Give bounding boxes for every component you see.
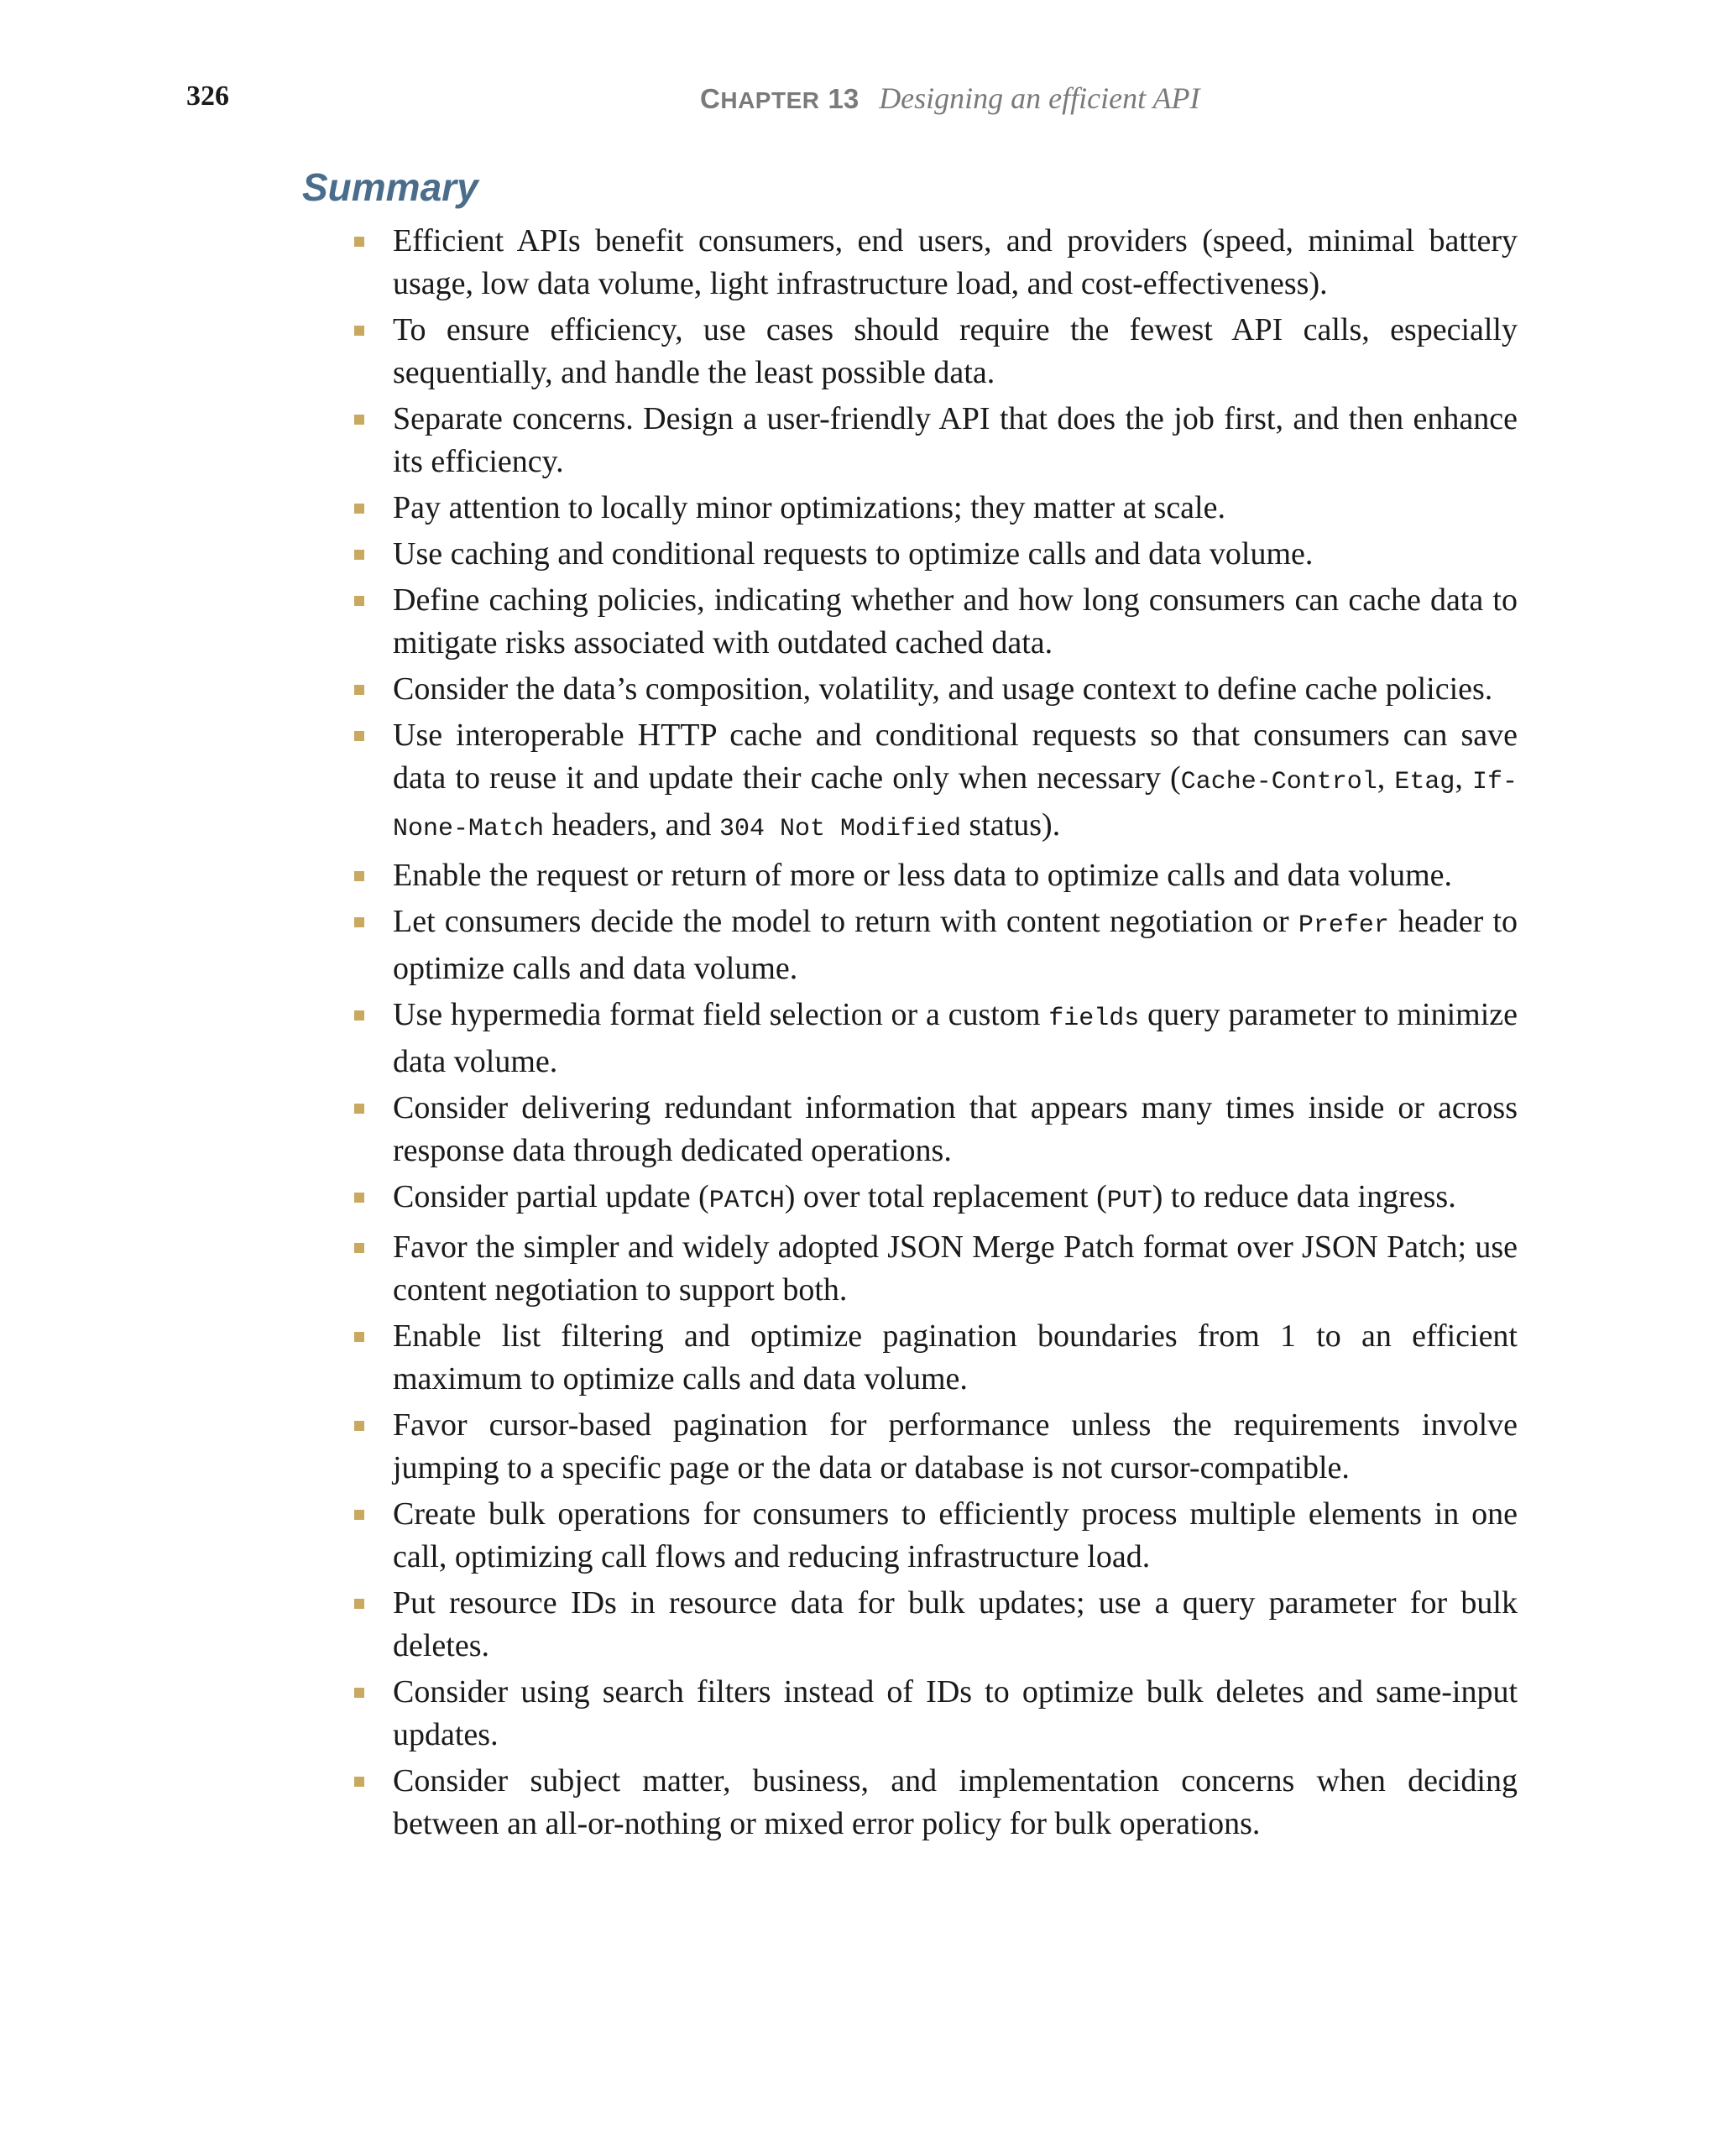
list-item [347, 487, 1518, 530]
list-item [347, 1176, 1518, 1223]
item-text: headers, and [544, 807, 719, 843]
chapter-number: 13 [828, 83, 860, 114]
list-item [347, 1087, 1518, 1172]
item-text: Use interoperable HTTP cache and conditional requests so that consumers can save data to reuse it and update their cache only when necessary ( [393, 718, 1518, 796]
bullet-icon [354, 871, 364, 881]
list-item [347, 1493, 1518, 1579]
item-text: , [1455, 760, 1472, 796]
bullet-icon [354, 917, 364, 927]
item-text: Efficient APIs benefit consumers, end users, and providers (speed, minimal battery usage, low data volume, light infrastructure load, and cost-effectiveness). [393, 223, 1518, 301]
list-item [347, 533, 1518, 576]
list-item [347, 1760, 1518, 1845]
bullet-icon [354, 326, 364, 336]
bullet-icon [354, 1010, 364, 1021]
bullet-icon [354, 1599, 364, 1609]
item-text: Let consumers decide the model to return with content negotiation or [393, 904, 1298, 939]
section-title: Summary [302, 165, 478, 209]
item-text: Pay attention to locally minor optimizations; they matter at scale. [393, 490, 1225, 525]
item-text: Use hypermedia format field selection or a custom [393, 997, 1049, 1032]
list-item [347, 1404, 1518, 1490]
item-text: ) to reduce data ingress. [1152, 1179, 1456, 1214]
list-item [347, 1315, 1518, 1401]
inline-code: Prefer [1298, 911, 1389, 940]
item-text: Favor the simpler and widely adopted JSON Merge Patch format over JSON Patch; use content negotiation to support both. [393, 1229, 1518, 1308]
item-text: Consider subject matter, business, and implementation concerns when deciding between an all-or-nothing or mixed error policy for bulk operations. [393, 1763, 1518, 1841]
list-item [347, 668, 1518, 711]
inline-code: Cache-Control [1180, 768, 1377, 796]
item-text: query parameter to minimize data volume. [393, 997, 1518, 1079]
list-item [347, 579, 1518, 665]
item-text: Consider partial update ( [393, 1179, 709, 1214]
bullet-icon [354, 1510, 364, 1520]
list-item [347, 854, 1518, 897]
bullet-icon [354, 1332, 364, 1342]
inline-code: fields [1048, 1005, 1140, 1033]
summary-list [347, 220, 1518, 1849]
bullet-icon [354, 731, 364, 741]
item-text: Create bulk operations for consumers to efficiently process multiple elements in one call, optimizing call flows and reducing infrastructure load. [393, 1496, 1518, 1574]
item-text: Favor cursor-based pagination for performance unless the requirements involve jumping to a specific page or the data or database is not cursor-compatible. [393, 1407, 1518, 1485]
item-text: Put resource IDs in resource data for bulk updates; use a query parameter for bulk deletes. [393, 1585, 1518, 1663]
list-item [347, 220, 1518, 305]
chapter-title: Designing an efficient API [879, 81, 1200, 115]
item-text: Consider delivering redundant information that appears many times inside or across response data through dedicated operations. [393, 1090, 1518, 1168]
item-text: Enable the request or return of more or less data to optimize calls and data volume. [393, 858, 1453, 893]
item-text: header to optimize calls and data volume. [393, 904, 1518, 986]
bullet-icon [354, 1777, 364, 1787]
item-text: status). [961, 807, 1061, 843]
inline-code: Etag [1394, 768, 1455, 796]
item-text: ) over total replacement ( [784, 1179, 1107, 1214]
bullet-icon [354, 415, 364, 425]
list-item [347, 901, 1518, 990]
bullet-icon [354, 1193, 364, 1203]
list-item [347, 398, 1518, 483]
item-text: Consider the data’s composition, volatility, and usage context to define cache policies. [393, 671, 1493, 707]
bullet-icon [354, 685, 364, 695]
item-text: To ensure efficiency, use cases should require the fewest API calls, especially sequentially, and handle the least possible data. [393, 312, 1518, 390]
list-item [347, 309, 1518, 394]
inline-code: 304 Not Modified [718, 815, 961, 843]
item-text: Enable list filtering and optimize pagination boundaries from 1 to an efficient maximum to optimize calls and data volume. [393, 1318, 1518, 1396]
bullet-icon [354, 1243, 364, 1253]
list-item [347, 1671, 1518, 1757]
inline-code: PATCH [708, 1187, 785, 1215]
item-text: Separate concerns. Design a user-friendly API that does the job first, and then enhance its efficiency. [393, 401, 1518, 479]
bullet-icon [354, 596, 364, 606]
item-text: Consider using search filters instead of IDs to optimize bulk deletes and same-input updates. [393, 1674, 1518, 1752]
bullet-icon [354, 237, 364, 247]
running-head [186, 81, 1518, 119]
bullet-icon [354, 1421, 364, 1431]
bullet-icon [354, 504, 364, 514]
item-text: Use caching and conditional requests to optimize calls and data volume. [393, 536, 1314, 572]
item-text: , [1377, 760, 1395, 796]
bullet-icon [354, 1688, 364, 1698]
list-item [347, 1582, 1518, 1668]
bullet-icon [354, 550, 364, 560]
chapter-heading [700, 81, 1199, 116]
list-item [347, 994, 1518, 1083]
chapter-label: CHAPTER [700, 83, 820, 114]
list-item [347, 714, 1518, 851]
inline-code: PUT [1106, 1187, 1152, 1215]
inline-code: If-None-Match [393, 768, 1518, 843]
list-item [347, 1226, 1518, 1312]
bullet-icon [354, 1104, 364, 1114]
item-text: Define caching policies, indicating whether and how long consumers can cache data to mitigate risks associated with outdated cached data. [393, 582, 1518, 660]
page-number: 326 [186, 81, 229, 112]
